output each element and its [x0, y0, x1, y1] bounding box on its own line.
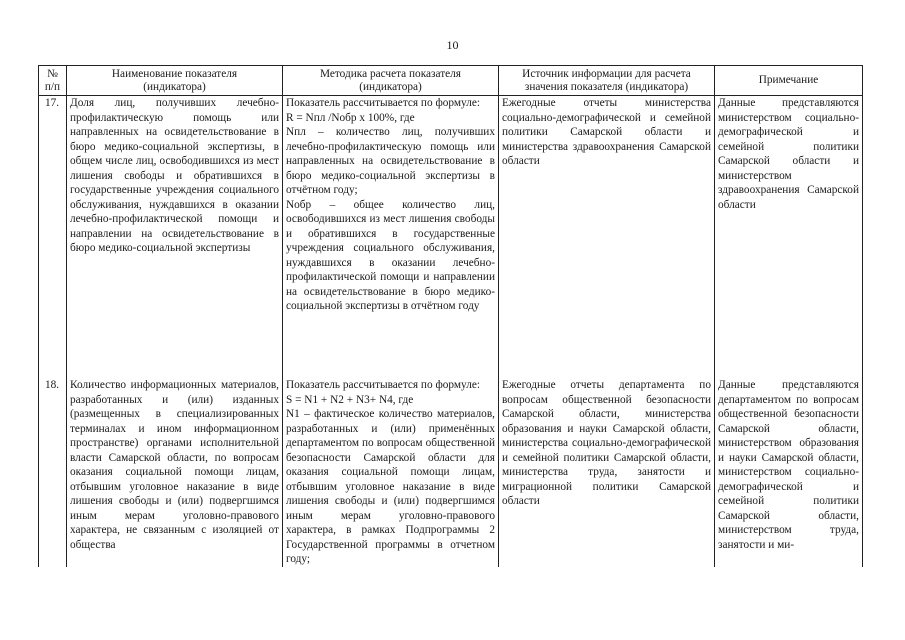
header-calculation-method: Методика расчета показателя (индикатора): [283, 66, 499, 96]
information-source: Ежегодные отчеты министерства социально-демографической и семейной политики Самарской области и министерства здравоохранения Самарской области: [499, 96, 715, 369]
table-header-row: [39, 66, 863, 96]
note: Данные представляются департаментом по вопросам общественной безопасности Самарской области, министерством образования и науки Самарской области, министерством социально-демографической и семейной политики Самарской области, министерством труда, занятости и ми-: [715, 368, 863, 567]
page-number: 10: [446, 38, 459, 52]
table-row: [39, 368, 863, 567]
header-information-source: Источник информации для расчета значения показателя (индикатора): [499, 66, 715, 96]
header-number: № п/п: [39, 66, 67, 96]
header-note: Примечание: [715, 66, 863, 96]
indicator-name: Доля лиц, получивших лечебно-профилактическую помощь или направленных на освидетельствование в бюро медико-социальной экспертизы, в общем числе лиц, освободившихся из мест лишения свободы и обратившихся в государственные учреждения социального обслуживания, нуждавшихся в оказании лечебно-профилактической помощи и направлении на освидетельствование в бюро медико-социальной экспертизы: [67, 96, 283, 369]
row-number: 18.: [39, 368, 67, 567]
information-source: Ежегодные отчеты департамента по вопросам общественной безопасности Самарской области, министерства образования и науки Самарской области, министерства социально-демографической и семейной политики Самарской области, министерства труда, занятости и миграционной политики Самарской области: [499, 368, 715, 567]
table-row: [39, 96, 863, 369]
calculation-method: Показатель рассчитывается по формуле: S = N1 + N2 + N3+ N4, где N1 – фактическое количество материалов, разработанных и (или) применённых департаментом по вопросам общественной безопасности Самарской области для оказания социальной помощи лицам, отбывшим уголовное наказание в виде лишения свободы и (или) подвергшимся иным мерам уголовно-правового характера, в рамках Подпрограммы 2 Государственной программы в отчетном году;: [283, 368, 499, 567]
row-number: 17.: [39, 96, 67, 369]
note: Данные представляются министерством социально-демографической и семейной политики Самарской области и министерством здравоохранения Самарской области: [715, 96, 863, 369]
indicators-table: [38, 65, 863, 567]
header-indicator-name: Наименование показателя (индикатора): [67, 66, 283, 96]
indicator-name: Количество информационных материалов, разработанных и (или) изданных (размещенных в специализированных терминалах и ином информационном пространстве) органами исполнительной власти Самарской области, по вопросам оказания социальной помощи лицам, отбывшим уголовное наказание в виде лишения свободы и (или) подвергшимся иным мерам уголовно-правового характера, не связанным с изоляцией от общества: [67, 368, 283, 567]
calculation-method: Показатель рассчитывается по формуле: R = Nпл /Nобр х 100%, где Nпл – количество лиц, получивших лечебно-профилактическую помощь или направленных на освидетельствование в бюро медико-социальной экспертизы в отчётном году; Nобр – общее количество лиц, освободившихся из мест лишения свободы и обратившихся в государственные учреждения социального обслуживания, нуждавшихся в оказании лечебно-профилактической помощи и направлении на освидетельствование в бюро медико-социальной экспертизы в отчётном году: [283, 96, 499, 369]
